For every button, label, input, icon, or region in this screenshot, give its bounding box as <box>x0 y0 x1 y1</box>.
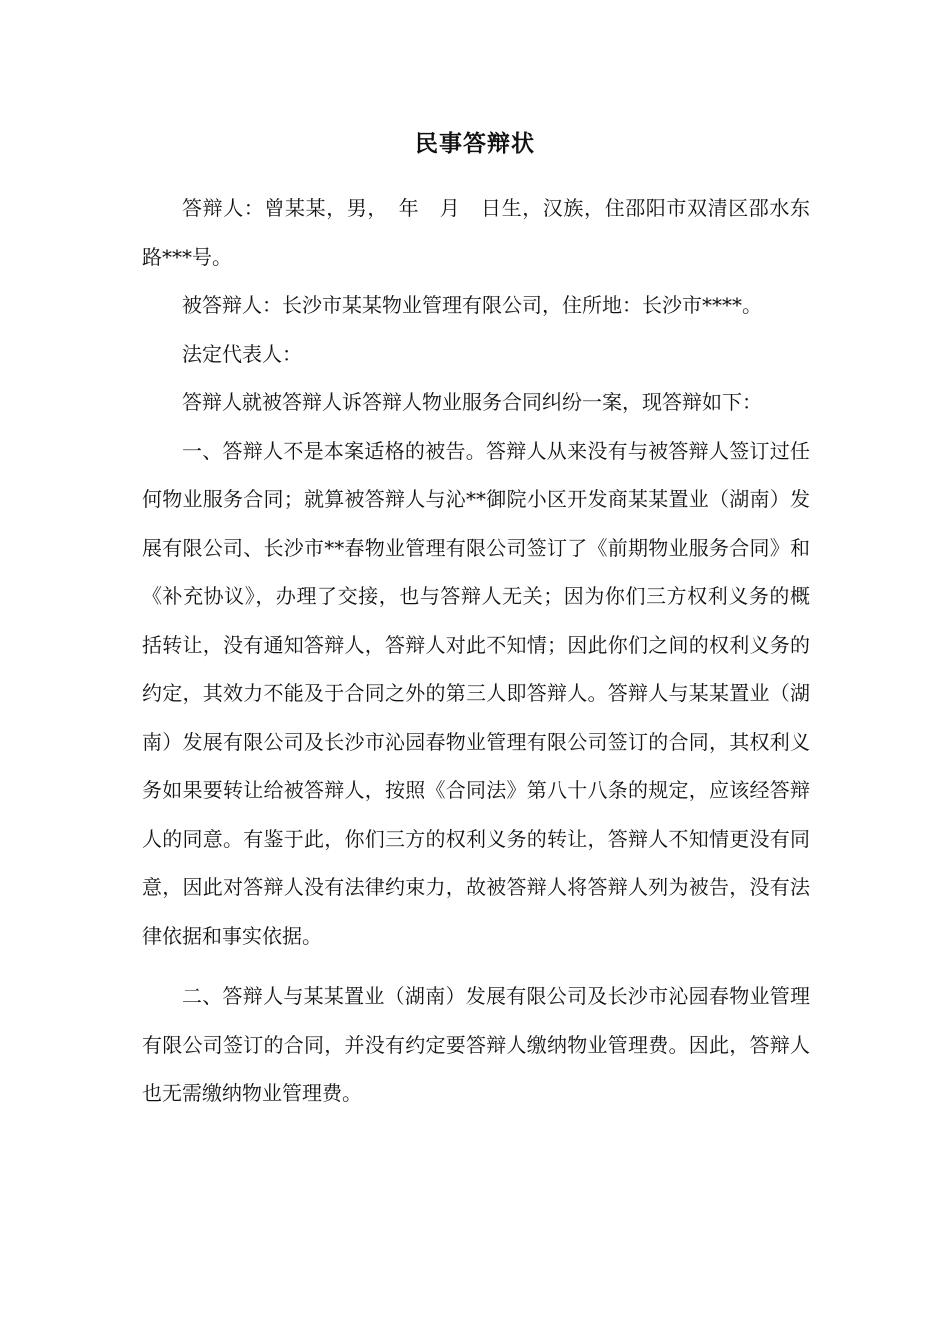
document-title: 民事答辩状 <box>415 130 535 157</box>
defense-point-2-paragraph: 二、答辩人与某某置业（湖南）发展有限公司及长沙市沁园春物业管理有限公司签订的合同，并没有约定要答辩人缴纳物业管理费。因此，答辩人也无需缴纳物业管理费。 <box>142 984 810 1105</box>
respondent-info-paragraph: 答辩人：曾某某，男， 年 月 日生，汉族，住邵阳市双清区邵水东路***号。 <box>142 196 810 269</box>
plaintiff-info-paragraph: 被答辩人：长沙市某某物业管理有限公司，住所地：长沙市****。 <box>182 293 762 317</box>
defense-point-1-paragraph: 一、答辩人不是本案适格的被告。答辩人从来没有与被答辩人签订过任何物业服务合同；就算被答辩人与沁**御院小区开发商某某置业（湖南）发展有限公司、长沙市**春物业管理有限公司签订了《前期物业服务合同》和《补充协议》，办理了交接，也与答辩人无关；因为你们三方权利义务的概括转让，没有通知答辩人，答辩人对此不知情；因此你们之间的权利义务的约定，其效力不能及于合同之外的第三人即答辩人。答辩人与某某置业（湖南）发展有限公司及长沙市沁园春物业管理有限公司签订的合同，其权利义务如果要转让给被答辩人，按照《合同法》第八十八条的规定，应该经答辩人的同意。有鉴于此，你们三方的权利义务的转让，答辩人不知情更没有同意，因此对答辩人没有法律约束力，故被答辩人将答辩人列为被告，没有法律依据和事实依据。 <box>142 438 810 948</box>
document-body <box>142 184 810 1118</box>
intro-paragraph: 答辩人就被答辩人诉答辩人物业服务合同纠纷一案，现答辩如下： <box>182 390 762 414</box>
legal-representative-paragraph: 法定代表人： <box>182 341 302 366</box>
